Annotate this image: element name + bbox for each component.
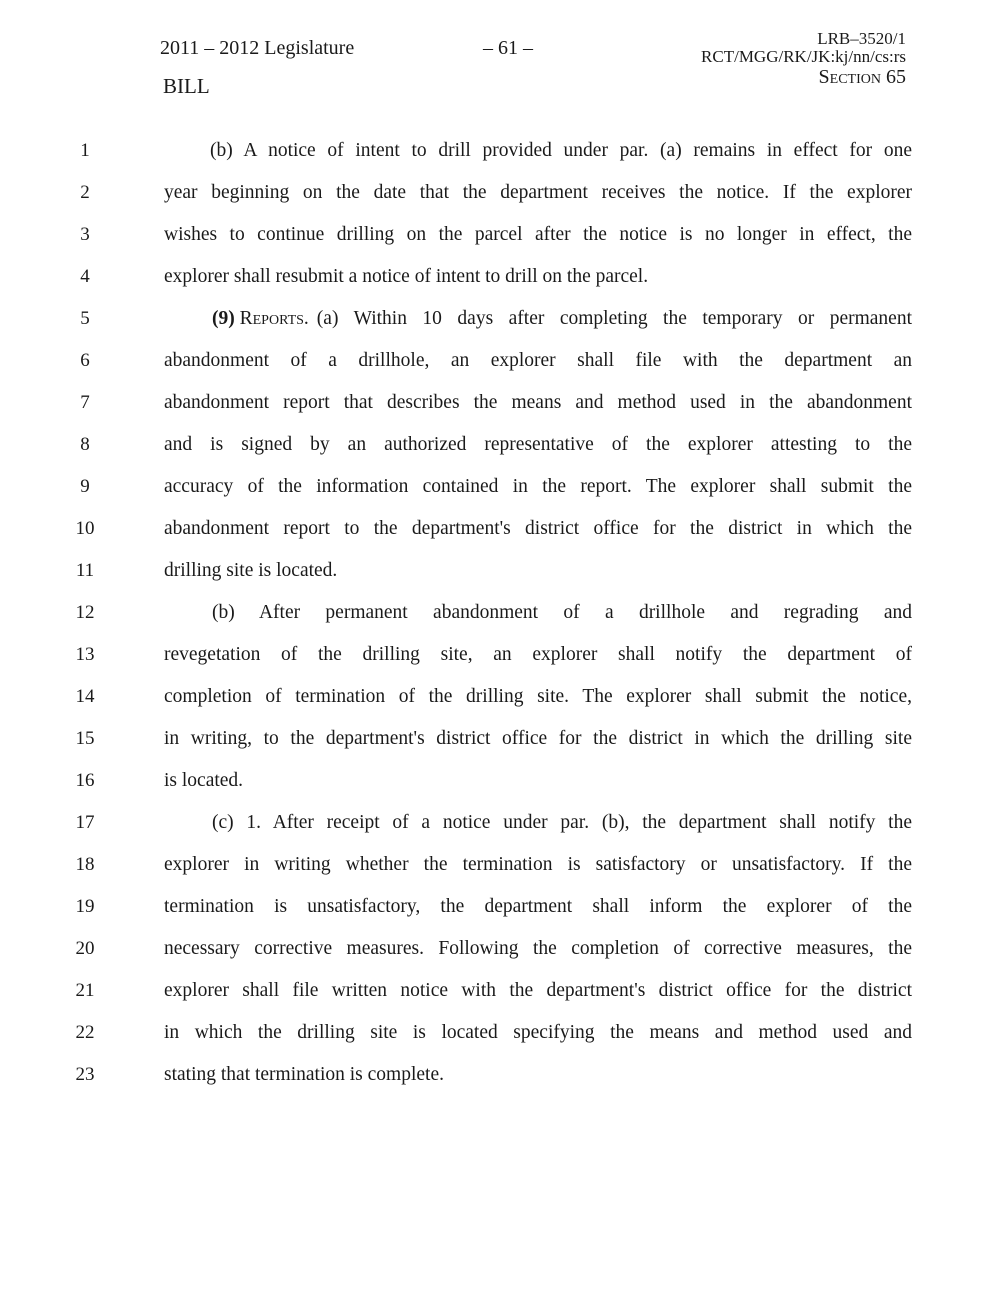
text-line xyxy=(0,766,1000,808)
text-line xyxy=(0,136,1000,178)
page-number: – 61 – xyxy=(483,37,533,59)
text-line xyxy=(0,1018,1000,1060)
line-number: 15 xyxy=(75,728,95,749)
line-number: 1 xyxy=(80,140,90,161)
text-line xyxy=(0,640,1000,682)
text-line xyxy=(0,724,1000,766)
doc-type-label: BILL xyxy=(163,74,210,98)
line-text-rest: (a) Within 10 days after completing the temporary or permanent xyxy=(316,308,912,329)
line-number: 19 xyxy=(75,896,95,917)
line-number: 10 xyxy=(75,518,95,539)
text-line xyxy=(0,556,1000,598)
line-number: 5 xyxy=(80,308,90,329)
line-text: explorer in writing whether the termination is satisfactory or unsatisfactory. If the xyxy=(164,854,912,875)
line-number: 8 xyxy=(80,434,90,455)
line-number: 16 xyxy=(75,770,95,791)
line-text: in writing, to the department's district office for the district in which the drilling site xyxy=(164,728,912,749)
line-number: 7 xyxy=(80,392,90,413)
line-number: 21 xyxy=(75,980,95,1001)
text-line xyxy=(0,934,1000,976)
subsection-number: (9) xyxy=(212,308,235,329)
drafter-codes: RCT/MGG/RK/JK:kj/nn/cs:rs xyxy=(701,47,906,66)
text-line xyxy=(0,598,1000,640)
line-number: 23 xyxy=(75,1064,95,1085)
line-text: revegetation of the drilling site, an explorer shall notify the department of xyxy=(164,644,912,665)
text-line xyxy=(0,850,1000,892)
text-line xyxy=(0,808,1000,850)
line-number: 4 xyxy=(80,266,90,287)
line-text: in which the drilling site is located specifying the means and method used and xyxy=(164,1022,912,1043)
line-text: accuracy of the information contained in the report. The explorer shall submit the xyxy=(164,476,912,497)
text-line xyxy=(0,682,1000,724)
line-text: explorer shall file written notice with the department's district office for the district xyxy=(164,980,912,1001)
text-line xyxy=(0,1060,1000,1102)
text-line xyxy=(0,178,1000,220)
line-text: (c) 1. After receipt of a notice under par. (b), the department shall notify the xyxy=(212,812,912,833)
line-text: termination is unsatisfactory, the department shall inform the explorer of the xyxy=(164,896,912,917)
line-number: 6 xyxy=(80,350,90,371)
line-text: wishes to continue drilling on the parcel after the notice is no longer in effect, the xyxy=(164,224,912,245)
line-number: 13 xyxy=(75,644,95,665)
text-line xyxy=(0,976,1000,1018)
text-line xyxy=(0,220,1000,262)
line-number: 20 xyxy=(75,938,95,959)
section-label: Section 65 xyxy=(818,66,906,88)
text-line xyxy=(0,514,1000,556)
line-text: is located. xyxy=(164,770,244,791)
line-number: 22 xyxy=(75,1022,95,1043)
subsection-title: Reports. xyxy=(239,308,309,329)
line-text xyxy=(212,308,912,330)
line-text: and is signed by an authorized representative of the explorer attesting to the xyxy=(164,434,912,455)
line-text: (b) After permanent abandonment of a drillhole and regrading and xyxy=(212,602,912,623)
text-line xyxy=(0,346,1000,388)
line-text: necessary corrective measures. Following the completion of corrective measures, the xyxy=(164,938,912,959)
line-text: stating that termination is complete. xyxy=(164,1064,444,1085)
text-line xyxy=(0,304,1000,346)
line-number: 9 xyxy=(80,476,90,497)
line-number: 18 xyxy=(75,854,95,875)
line-text: abandonment report to the department's district office for the district in which the xyxy=(164,518,912,539)
header-right-block xyxy=(701,30,906,88)
line-number: 11 xyxy=(75,560,95,581)
line-number: 17 xyxy=(75,812,95,833)
line-text: explorer shall resubmit a notice of intent to drill on the parcel. xyxy=(164,266,649,287)
line-number: 3 xyxy=(80,224,90,245)
line-number: 2 xyxy=(80,182,90,203)
text-line xyxy=(0,892,1000,934)
text-line xyxy=(0,262,1000,304)
legislature-label: 2011 – 2012 Legislature xyxy=(160,37,355,59)
lrb-number: LRB–3520/1 xyxy=(817,29,906,48)
line-number: 14 xyxy=(75,686,95,707)
line-text: year beginning on the date that the department receives the notice. If the explorer xyxy=(164,182,912,203)
line-text: abandonment report that describes the means and method used in the abandonment xyxy=(164,392,912,413)
line-text: (b) A notice of intent to drill provided under par. (a) remains in effect for one xyxy=(210,140,912,161)
line-text: abandonment of a drillhole, an explorer shall file with the department an xyxy=(164,350,912,371)
text-line xyxy=(0,430,1000,472)
line-number: 12 xyxy=(75,602,95,623)
line-text: completion of termination of the drilling site. The explorer shall submit the notice, xyxy=(164,686,912,707)
text-line xyxy=(0,472,1000,514)
text-line xyxy=(0,388,1000,430)
line-text: drilling site is located. xyxy=(164,560,338,581)
